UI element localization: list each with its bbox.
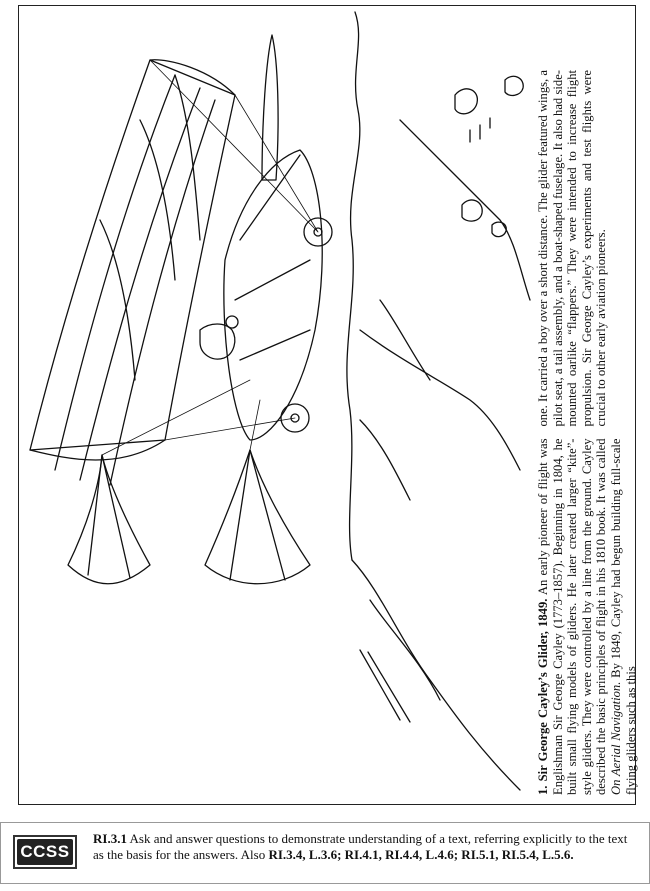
- landscape-drawing: [347, 12, 530, 790]
- caption-column-2: one. It carried a boy over a short distance. The glider featured wings, a pilot seat, a tail assembly, and a boat-shaped fuselage. It also had side-mounted oarlike “flappers.” They were intended to increase flight propulsion. Sir George Cayley’s experiments and test flights were crucial to other early aviation pioneers.: [536, 70, 609, 427]
- ccss-lead-code: RI.3.1: [93, 831, 127, 846]
- caption-rotated: [536, 70, 636, 795]
- ccss-badge-label: CCSS: [17, 839, 73, 865]
- ccss-lead-text: Ask and answer questions to demonstrate understanding of a text, referring explicitly to the text as the basis for the answers. Also: [93, 831, 628, 862]
- glider-drawing: [30, 35, 332, 584]
- ccss-standards-text: [93, 831, 641, 863]
- caption-body-end: By 1849, Cayley had begun building full-scale flying gliders such as this: [608, 438, 638, 795]
- book-title: On Aerial Navigation.: [608, 681, 623, 795]
- ccss-badge: [13, 835, 77, 869]
- ccss-standards-box: [0, 822, 650, 884]
- caption-column-1: [536, 439, 636, 796]
- caption-title: 1. Sir George Cayley’s Glider, 1849.: [536, 598, 550, 795]
- caption-body: An early pioneer of flight was Englishman Sir George Cayley (1773–1857). Beginning in 1804, he built small flying models of gliders. He later created larger “kite”-style gliders. They were controlled by a line from the ground. Cayley described the basic principles of flight in his 1810 book. It was called: [536, 438, 609, 795]
- ccss-also-codes: RI.3.4, L.3.6; RI.4.1, RI.4.4, L.4.6; RI.5.1, RI.5.4, L.5.6.: [268, 847, 574, 862]
